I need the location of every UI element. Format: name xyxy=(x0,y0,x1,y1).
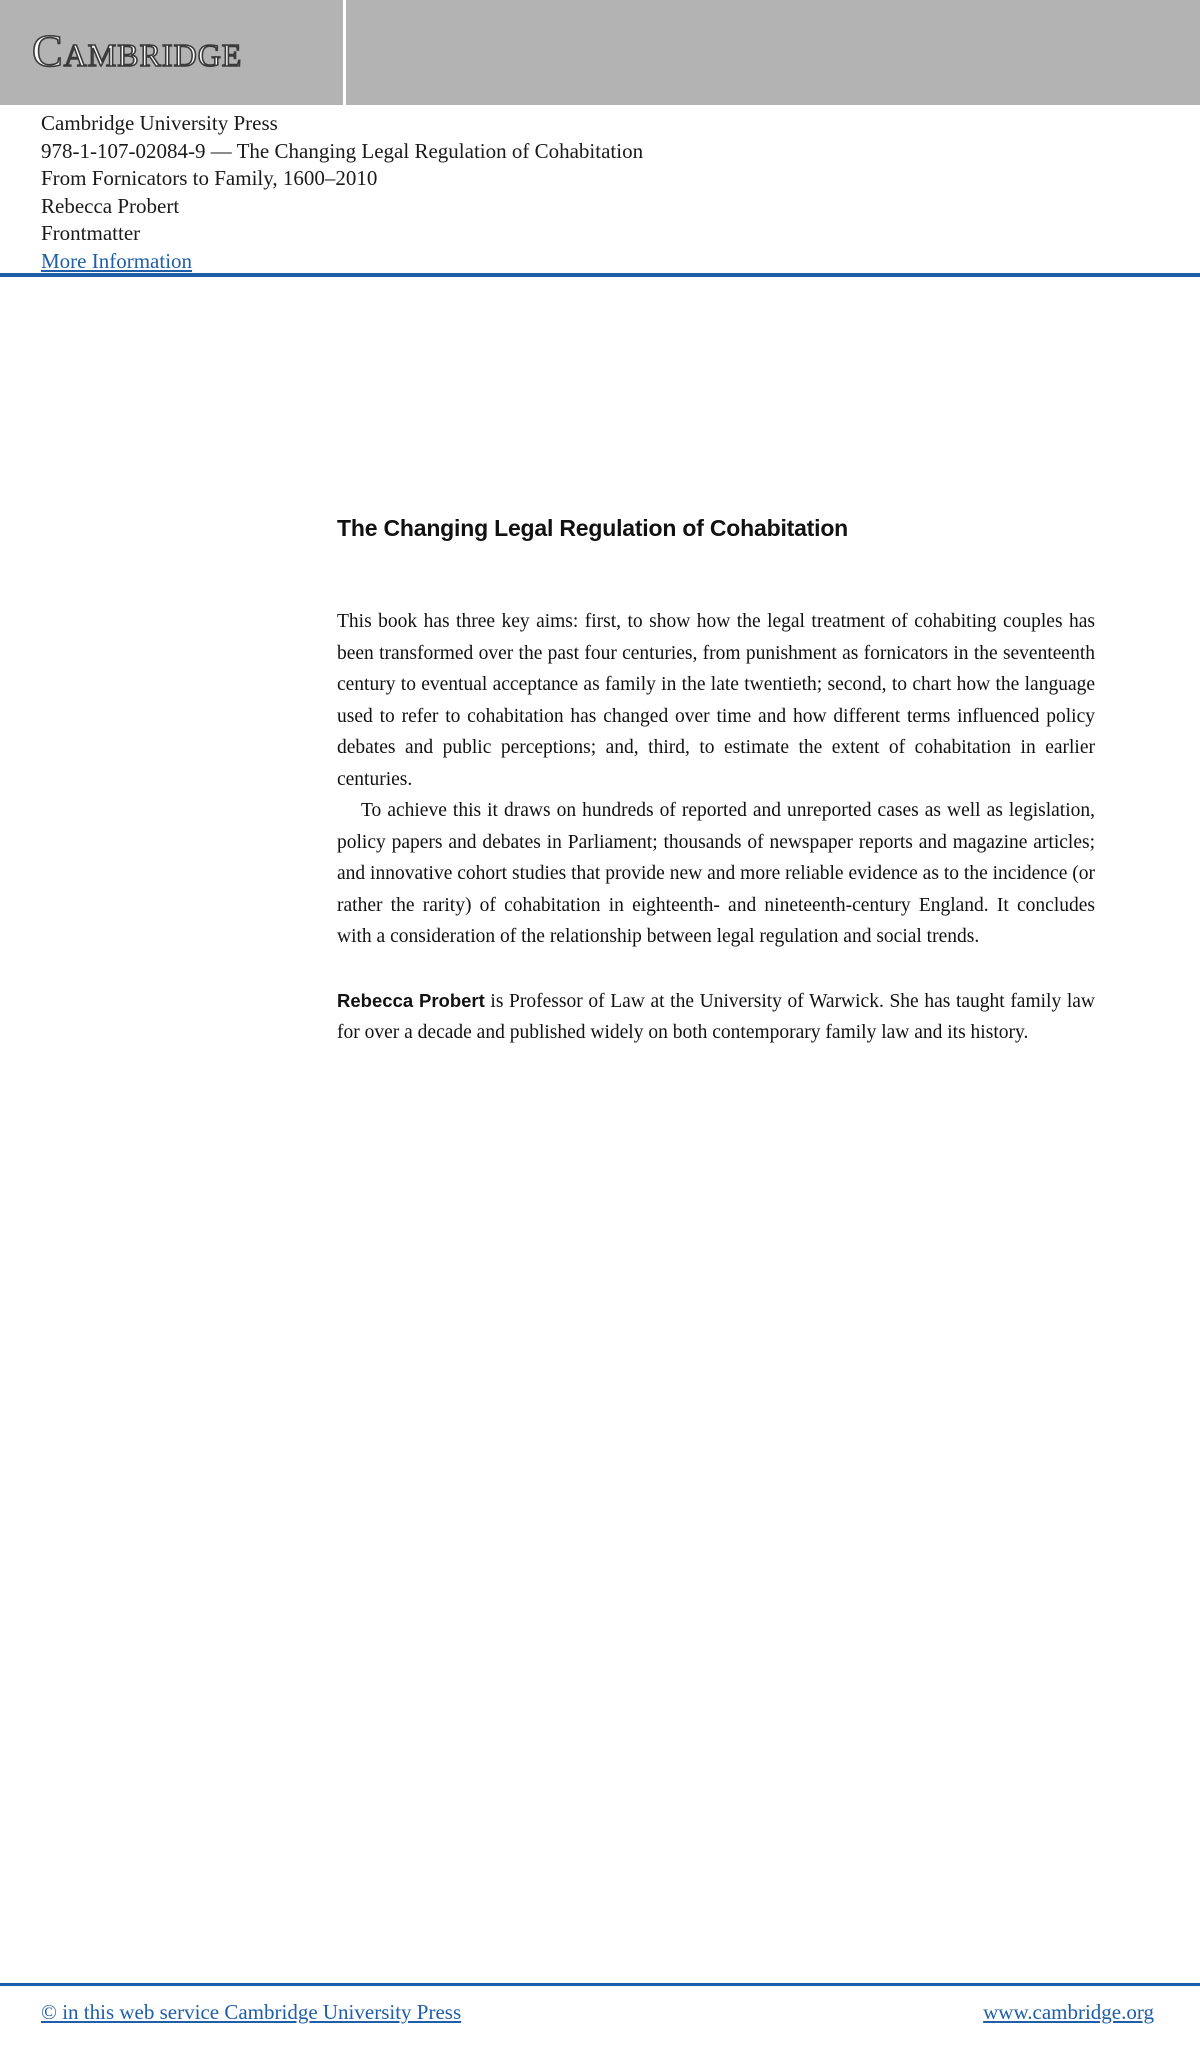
main-content xyxy=(337,515,1095,1049)
cambridge-site-link[interactable]: www.cambridge.org xyxy=(983,2000,1154,2024)
publisher-name: Cambridge University Press xyxy=(41,111,278,135)
banner-divider xyxy=(343,0,346,105)
author-bio xyxy=(337,985,1095,1049)
section-name: Frontmatter xyxy=(41,221,141,245)
description-paragraph-1: This book has three key aims: first, to show how the legal treatment of cohabiting couples has been transformed over the past four centuries, from punishment as fornicators in the seventeenth century to eventual acceptance as family in the late twentieth; second, to chart how the language used to refer to cohabitation has changed over time and how different terms influenced policy debates and public perceptions; and, third, to estimate the extent of cohabitation in earlier centuries. xyxy=(337,611,1095,790)
author-bio-text: is Professor of Law at the University of Warwick. She has taught family law for over a decade and published widely on both contemporary family law and its history. xyxy=(337,990,1095,1043)
top-divider xyxy=(0,273,1200,277)
footer xyxy=(41,2000,1154,2025)
more-information-link[interactable]: More Information xyxy=(41,248,193,273)
cambridge-logo: Cambridge xyxy=(32,25,243,76)
header-banner xyxy=(0,0,1200,105)
description-paragraph-2: To achieve this it draws on hundreds of reported and unreported cases as well as legislation, policy papers and debates in Parliament; thousands of newspaper reports and magazine articles; and innovative cohort studies that provide new and more reliable evidence as to the incidence (or rather the rarity) of cohabitation in eighteenth- and nineteenth-century England. It concludes with a consideration of the relationship between legal regulation and social trends. xyxy=(337,800,1095,947)
book-subtitle: From Fornicators to Family, 1600–2010 xyxy=(41,166,378,190)
page-title: The Changing Legal Regulation of Cohabitation xyxy=(337,515,849,541)
bottom-divider xyxy=(0,1983,1200,1986)
book-metadata xyxy=(41,110,643,275)
isbn-title: 978-1-107-02084-9 — The Changing Legal Regulation of Cohabitation xyxy=(41,138,644,163)
author-bio-name: Rebecca Probert xyxy=(337,989,485,1011)
copyright-link[interactable]: © in this web service Cambridge University Press xyxy=(41,2000,462,2024)
book-author: Rebecca Probert xyxy=(41,193,180,218)
